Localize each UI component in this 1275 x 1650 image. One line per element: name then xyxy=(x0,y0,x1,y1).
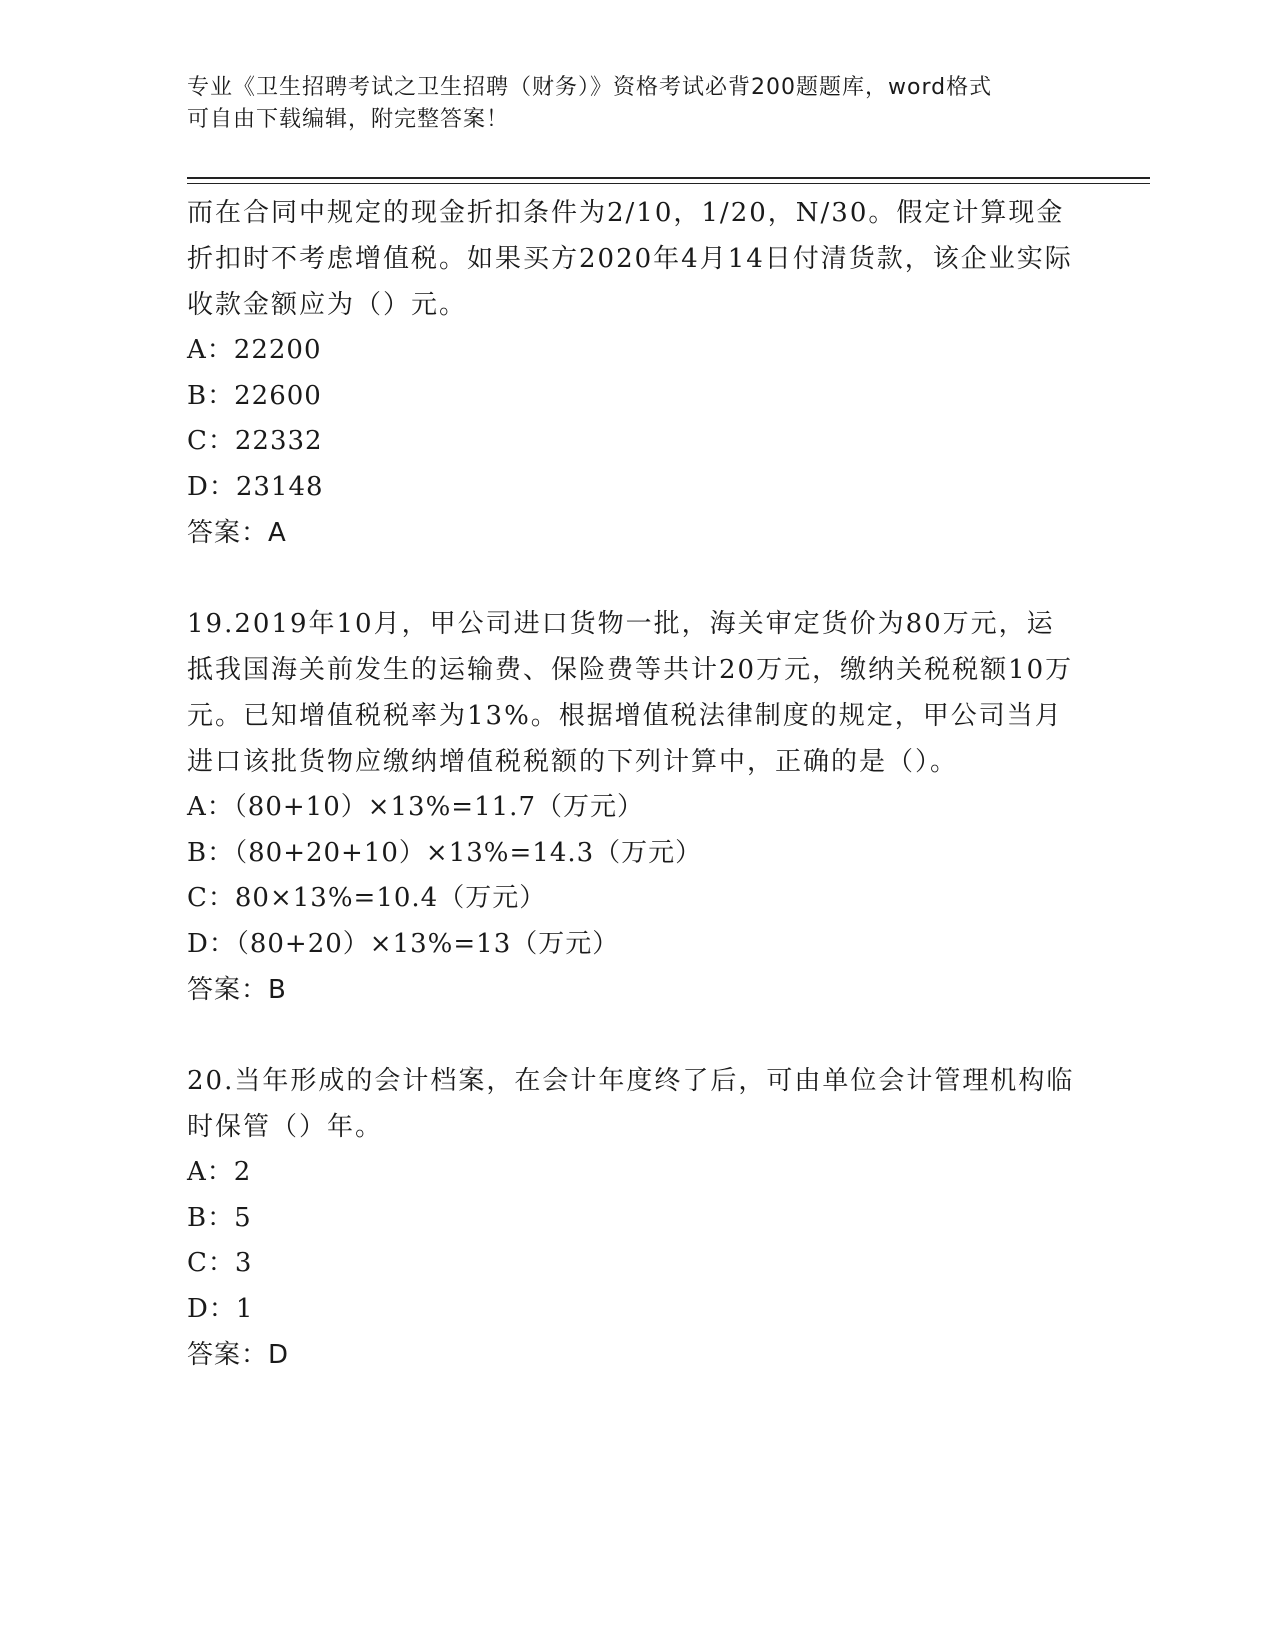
option-d: D：（80+20）×13%=13（万元） xyxy=(187,928,620,959)
question-block xyxy=(187,190,1087,556)
answer-label: 答案：D xyxy=(187,1340,290,1370)
question-block xyxy=(187,601,1087,1013)
option-a: A：（80+10）×13%=11.7（万元） xyxy=(187,792,644,822)
question-list xyxy=(187,190,1087,1378)
option-c: C：80×13%=10.4（万元） xyxy=(187,883,547,913)
option-d: D：1 xyxy=(187,1293,254,1324)
question-block xyxy=(187,1058,1087,1378)
option-d: D：23148 xyxy=(187,471,324,502)
header-line-2: 可自由下载编辑，附完整答案！ xyxy=(187,107,510,132)
answer-label: 答案：B xyxy=(187,975,287,1005)
question-text: 而在合同中规定的现金折扣条件为2/10，1/20，N/30。假定计算现金折扣时不考虑增值税。如果买方2020年4月14日付清货款，该企业实际收款金额应为（）元。 xyxy=(187,198,1073,320)
header-divider-thin xyxy=(187,183,1150,184)
option-c: C：3 xyxy=(187,1248,253,1278)
option-b: B：（80+20+10）×13%=14.3（万元） xyxy=(187,837,703,868)
option-c: C：22332 xyxy=(187,426,323,456)
document-header xyxy=(187,72,1067,136)
spacer xyxy=(187,1013,1087,1058)
question-text: 19.2019年10月，甲公司进口货物一批，海关审定货价为80万元，运抵我国海关前发生的运输费、保险费等共计20万元，缴纳关税税额10万元。已知增值税税率为13%。根据增值税法律制度的规定，甲公司当月进口该批货物应缴纳增值税税额的下列计算中，正确的是（）。 xyxy=(187,609,1074,777)
option-a: A：2 xyxy=(187,1157,252,1187)
option-b: B：5 xyxy=(187,1202,252,1233)
option-b: B：22600 xyxy=(187,380,322,411)
answer-label: 答案：A xyxy=(187,518,287,548)
option-a: A：22200 xyxy=(187,335,322,365)
header-line-1: 专业《卫生招聘考试之卫生招聘（财务）》资格考试必背200题题库，word格式 xyxy=(187,75,993,100)
spacer xyxy=(187,556,1087,601)
question-text: 20.当年形成的会计档案，在会计年度终了后，可由单位会计管理机构临时保管（）年。 xyxy=(187,1066,1075,1142)
header-divider-thick xyxy=(187,177,1150,179)
